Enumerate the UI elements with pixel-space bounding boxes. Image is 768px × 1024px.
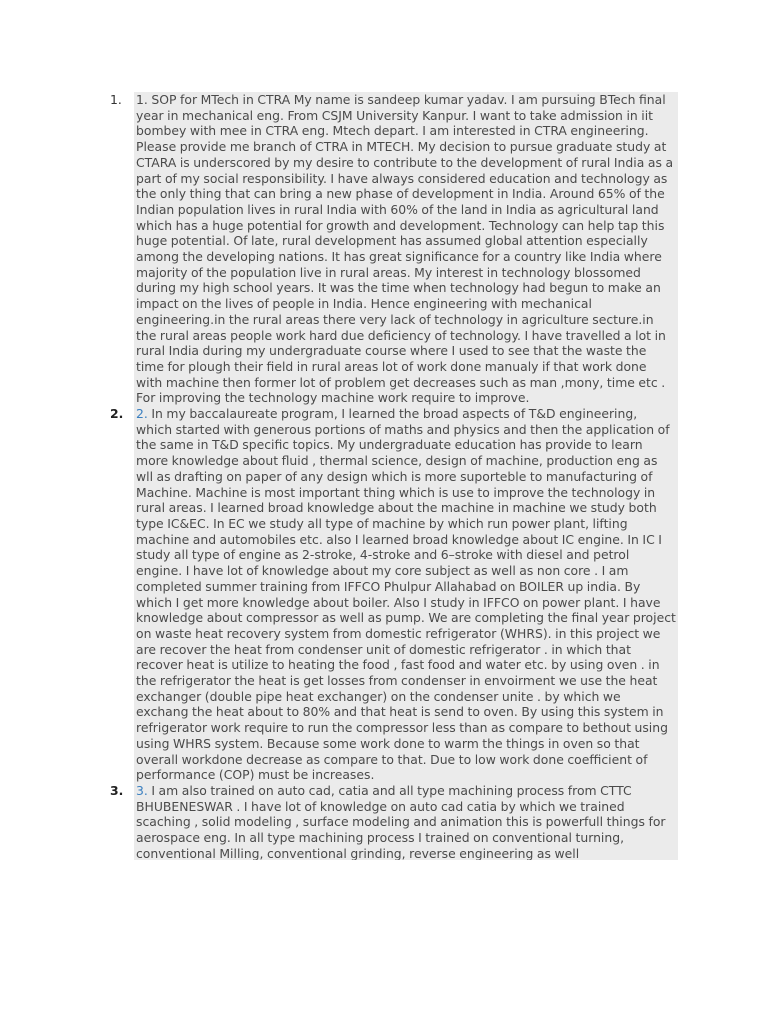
paragraph-text: I am also trained on auto cad, catia and all type machining process from CTTC BHUBENESWAR . I have lot of knowledge on auto cad catia by which we trained scaching , solid modeling , surface modeling and animation this is powerfull things for aerospace eng. In all type machining process I trained on conventional turning, conventional Milling, conventional grinding, reverse engineering as well [136, 782, 666, 860]
list-item [110, 92, 678, 406]
list-marker: 2. [110, 406, 124, 422]
list-marker: 1. [110, 92, 122, 107]
list-item [110, 406, 678, 783]
paragraph [134, 92, 678, 406]
paragraph-text: SOP for MTech in CTRA My name is sandeep kumar yadav. I am pursuing BTech final year in mechanical eng. From CSJM University Kanpur. I want to take admission in iit bombey with mee in CTRA eng. Mtech depart. I am interested in CTRA engineering. Please provide me branch of CTRA in MTECH. My decision to pursue graduate study at CTARA is underscored by my desire to contribute to the development of rural India as a part of my social responsibility. I have always considered education and technology as the only thing that can bring a new phase of development in India. Around 65% of the Indian population lives in rural India with 60% of the land in India as agricultural land which has a huge potential for growth and development. Technology can help tap this huge potential. Of late, rural development has assumed global attention especially among the developing nations. It has great significance for a country like India where majority of the population live in rural areas. My interest in technology blossomed during my high school years. It was the time when technology had begun to make an impact on the lives of people in India. Hence engineering with mechanical engineering.in the rural areas there very lack of technology in agriculture secture.in the rural areas people work hard due deficiency of technology. I have travelled a lot in rural India during my undergraduate course where I used to see that the waste the time for plough their field in rural areas lot of work done manualy if that work done with machine then former lot of problem get decreases such as man ,mony, time etc . For improving the technology machine work require to improve. [136, 92, 674, 406]
paragraph-text: In my baccalaureate program, I learned the broad aspects of T&D engineering, which started with generous portions of maths and physics and then the application of the same in T&D specific topics. My undergraduate education has provide to learn more knowledge about fluid , thermal science, design of machine, production eng as wll as drafting on paper of any design which is more suporteble to manufacturing of Machine. Machine is most important thing which is use to improve the technology in rural areas. I learned broad knowledge about the machine in machine we study both type IC&EC. In EC we study all type of machine by which run power plant, lifting machine and automobiles etc. also I learned broad knowledge about IC engine. In IC I study all type of engine as 2-stroke, 4-stroke and 6–stroke with diesel and petrol engine. I have lot of knowledge about my core subject as well as non core . I am completed summer training from IFFCO Phulpur Allahabad on BOILER up india. By which I get more knowledge about boiler. Also I study in IFFCO on power plant. I have knowledge about compressor as well as pump. We are completing the final year project on waste heat recovery system from domestic refrigerator (WHRS). in this project we are recover the heat from condenser unit of domestic refrigerator . in which that recover heat is utilize to heating the food , fast food and water etc. by using oven . in the refrigerator the heat is get losses from condenser in envoirment we use the heat exchanger (double pipe heat exchanger) on the condenser unite . by which we exchang the heat about to 80% and that heat is send to oven. By using this system in refrigerator work require to run the compressor less than as compare to bethout using using WHRS system. Because some work done to warm the things in oven so that overall workdone decrease as compare to that. Due to low work done coefficient of performance (COP) must be increases. [136, 406, 676, 783]
list-item [110, 783, 678, 860]
inline-number: 2. [136, 406, 148, 422]
numbered-list [110, 92, 678, 860]
inline-number: 3. [136, 782, 148, 798]
list-marker: 3. [110, 782, 124, 798]
paragraph [134, 406, 678, 783]
paragraph [134, 783, 678, 860]
inline-number: 1. [136, 92, 148, 107]
